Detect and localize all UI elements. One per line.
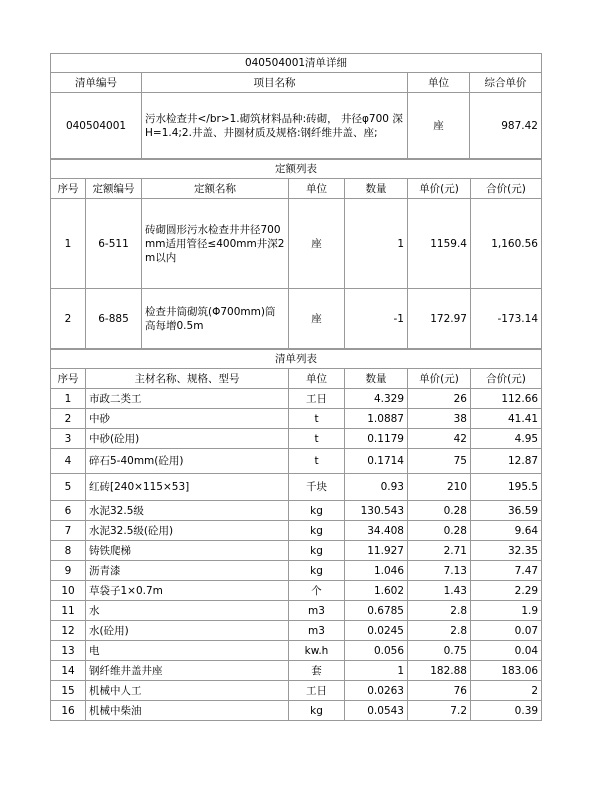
material-name: 铸铁爬梯 bbox=[86, 541, 289, 561]
material-price: 0.75 bbox=[408, 641, 471, 661]
material-price: 0.28 bbox=[408, 501, 471, 521]
material-no: 9 bbox=[51, 561, 86, 581]
quota-total: -173.14 bbox=[471, 289, 542, 349]
material-price: 26 bbox=[408, 389, 471, 409]
material-no: 5 bbox=[51, 474, 86, 501]
table-row bbox=[51, 474, 542, 501]
material-total: 4.95 bbox=[471, 429, 542, 449]
material-name: 机械中柴油 bbox=[86, 701, 289, 721]
material-no: 7 bbox=[51, 521, 86, 541]
material-total: 2 bbox=[471, 681, 542, 701]
material-unit: kg bbox=[289, 501, 345, 521]
material-qty: 1.0887 bbox=[345, 409, 408, 429]
material-unit: kg bbox=[289, 521, 345, 541]
quota-col-unit: 单位 bbox=[289, 179, 345, 199]
bill-code: 040504001 bbox=[51, 93, 142, 159]
quota-code: 6-511 bbox=[86, 199, 142, 289]
header-col-price: 综合单价 bbox=[470, 73, 542, 93]
material-col-unit: 单位 bbox=[289, 369, 345, 389]
material-qty: 4.329 bbox=[345, 389, 408, 409]
material-price: 7.13 bbox=[408, 561, 471, 581]
quota-name: 检查井筒砌筑(Φ700mm)筒高每增0.5m bbox=[142, 289, 289, 349]
material-price: 76 bbox=[408, 681, 471, 701]
quota-col-qty: 数量 bbox=[345, 179, 408, 199]
table-row bbox=[51, 501, 542, 521]
bill-name: 污水检查井</br>1.砌筑材料品种:砖砌， 井径φ700 深 H=1.4;2.井盖、井圈材质及规格:钢纤维井盖、座; bbox=[142, 93, 408, 159]
material-name: 机械中人工 bbox=[86, 681, 289, 701]
material-price: 0.28 bbox=[408, 521, 471, 541]
quota-name: 砖砌圆形污水检查井井径700mm适用管径≤400mm井深2m以内 bbox=[142, 199, 289, 289]
material-unit: m3 bbox=[289, 601, 345, 621]
table-row bbox=[51, 521, 542, 541]
material-total: 0.07 bbox=[471, 621, 542, 641]
material-unit: t bbox=[289, 429, 345, 449]
material-no: 1 bbox=[51, 389, 86, 409]
material-name: 中砂 bbox=[86, 409, 289, 429]
material-no: 14 bbox=[51, 661, 86, 681]
material-qty: 0.1179 bbox=[345, 429, 408, 449]
material-price: 2.71 bbox=[408, 541, 471, 561]
table-row bbox=[51, 641, 542, 661]
quota-col-total: 合价(元) bbox=[471, 179, 542, 199]
material-unit: kg bbox=[289, 541, 345, 561]
material-unit: kg bbox=[289, 701, 345, 721]
material-unit: 个 bbox=[289, 581, 345, 601]
material-total: 32.35 bbox=[471, 541, 542, 561]
material-price: 1.43 bbox=[408, 581, 471, 601]
quota-price: 172.97 bbox=[408, 289, 471, 349]
material-qty: 1.046 bbox=[345, 561, 408, 581]
material-name: 市政二类工 bbox=[86, 389, 289, 409]
material-total: 195.5 bbox=[471, 474, 542, 501]
material-price: 2.8 bbox=[408, 621, 471, 641]
material-name: 电 bbox=[86, 641, 289, 661]
table-row bbox=[51, 199, 542, 289]
table-row bbox=[51, 581, 542, 601]
header-col-name: 项目名称 bbox=[142, 73, 408, 93]
material-no: 13 bbox=[51, 641, 86, 661]
bill-unit: 座 bbox=[408, 93, 470, 159]
quota-col-no: 序号 bbox=[51, 179, 86, 199]
quota-qty: -1 bbox=[345, 289, 408, 349]
quota-total: 1,160.56 bbox=[471, 199, 542, 289]
material-name: 水泥32.5级(砼用) bbox=[86, 521, 289, 541]
header-col-unit: 单位 bbox=[408, 73, 470, 93]
table-row bbox=[51, 681, 542, 701]
quota-no: 1 bbox=[51, 199, 86, 289]
material-qty: 34.408 bbox=[345, 521, 408, 541]
material-total: 0.04 bbox=[471, 641, 542, 661]
material-price: 182.88 bbox=[408, 661, 471, 681]
material-unit: 套 bbox=[289, 661, 345, 681]
material-total: 9.64 bbox=[471, 521, 542, 541]
material-no: 8 bbox=[51, 541, 86, 561]
material-unit: 工日 bbox=[289, 389, 345, 409]
quota-col-price: 单价(元) bbox=[408, 179, 471, 199]
table-row bbox=[51, 429, 542, 449]
material-total: 2.29 bbox=[471, 581, 542, 601]
material-unit: 工日 bbox=[289, 681, 345, 701]
material-total: 36.59 bbox=[471, 501, 542, 521]
material-price: 75 bbox=[408, 449, 471, 474]
material-no: 10 bbox=[51, 581, 86, 601]
material-no: 2 bbox=[51, 409, 86, 429]
material-no: 11 bbox=[51, 601, 86, 621]
material-name: 沥青漆 bbox=[86, 561, 289, 581]
quota-section-title: 定额列表 bbox=[51, 160, 542, 179]
page-title: 040504001清单详细 bbox=[51, 54, 542, 73]
material-no: 12 bbox=[51, 621, 86, 641]
material-price: 210 bbox=[408, 474, 471, 501]
material-price: 7.2 bbox=[408, 701, 471, 721]
material-col-total: 合价(元) bbox=[471, 369, 542, 389]
material-total: 183.06 bbox=[471, 661, 542, 681]
quota-table bbox=[50, 159, 542, 349]
material-no: 6 bbox=[51, 501, 86, 521]
material-price: 2.8 bbox=[408, 601, 471, 621]
bill-price: 987.42 bbox=[470, 93, 542, 159]
material-qty: 11.927 bbox=[345, 541, 408, 561]
material-qty: 0.1714 bbox=[345, 449, 408, 474]
material-name: 水 bbox=[86, 601, 289, 621]
material-col-price: 单价(元) bbox=[408, 369, 471, 389]
table-row bbox=[51, 701, 542, 721]
material-qty: 1.602 bbox=[345, 581, 408, 601]
material-col-name: 主材名称、规格、型号 bbox=[86, 369, 289, 389]
material-col-no: 序号 bbox=[51, 369, 86, 389]
material-qty: 0.0263 bbox=[345, 681, 408, 701]
material-qty: 0.93 bbox=[345, 474, 408, 501]
material-total: 112.66 bbox=[471, 389, 542, 409]
quota-unit: 座 bbox=[289, 289, 345, 349]
material-qty: 0.6785 bbox=[345, 601, 408, 621]
material-name: 水泥32.5级 bbox=[86, 501, 289, 521]
material-no: 15 bbox=[51, 681, 86, 701]
quota-code: 6-885 bbox=[86, 289, 142, 349]
material-name: 中砂(砼用) bbox=[86, 429, 289, 449]
table-row bbox=[51, 601, 542, 621]
header-col-code: 清单编号 bbox=[51, 73, 142, 93]
material-unit: m3 bbox=[289, 621, 345, 641]
table-row bbox=[51, 409, 542, 429]
table-row bbox=[51, 561, 542, 581]
material-no: 3 bbox=[51, 429, 86, 449]
quota-qty: 1 bbox=[345, 199, 408, 289]
quota-col-code: 定额编号 bbox=[86, 179, 142, 199]
material-qty: 130.543 bbox=[345, 501, 408, 521]
material-col-qty: 数量 bbox=[345, 369, 408, 389]
material-price: 38 bbox=[408, 409, 471, 429]
material-unit: t bbox=[289, 449, 345, 474]
material-price: 42 bbox=[408, 429, 471, 449]
bill-item-table bbox=[50, 53, 542, 159]
material-name: 钢纤维井盖井座 bbox=[86, 661, 289, 681]
material-qty: 0.056 bbox=[345, 641, 408, 661]
material-total: 1.9 bbox=[471, 601, 542, 621]
material-no: 4 bbox=[51, 449, 86, 474]
table-row bbox=[51, 661, 542, 681]
material-total: 7.47 bbox=[471, 561, 542, 581]
material-unit: 千块 bbox=[289, 474, 345, 501]
material-no: 16 bbox=[51, 701, 86, 721]
material-qty: 0.0543 bbox=[345, 701, 408, 721]
table-row bbox=[51, 449, 542, 474]
material-qty: 0.0245 bbox=[345, 621, 408, 641]
material-total: 41.41 bbox=[471, 409, 542, 429]
material-name: 红砖[240×115×53] bbox=[86, 474, 289, 501]
table-row bbox=[51, 621, 542, 641]
quota-col-name: 定额名称 bbox=[142, 179, 289, 199]
quota-price: 1159.4 bbox=[408, 199, 471, 289]
material-unit: t bbox=[289, 409, 345, 429]
material-total: 0.39 bbox=[471, 701, 542, 721]
material-name: 草袋子1×0.7m bbox=[86, 581, 289, 601]
table-row bbox=[51, 541, 542, 561]
material-unit: kw.h bbox=[289, 641, 345, 661]
material-section-title: 清单列表 bbox=[51, 350, 542, 369]
table-row bbox=[51, 289, 542, 349]
table-row bbox=[51, 389, 542, 409]
material-qty: 1 bbox=[345, 661, 408, 681]
material-name: 水(砼用) bbox=[86, 621, 289, 641]
material-table bbox=[50, 349, 542, 721]
material-unit: kg bbox=[289, 561, 345, 581]
material-name: 碎石5-40mm(砼用) bbox=[86, 449, 289, 474]
quota-unit: 座 bbox=[289, 199, 345, 289]
material-total: 12.87 bbox=[471, 449, 542, 474]
quota-no: 2 bbox=[51, 289, 86, 349]
